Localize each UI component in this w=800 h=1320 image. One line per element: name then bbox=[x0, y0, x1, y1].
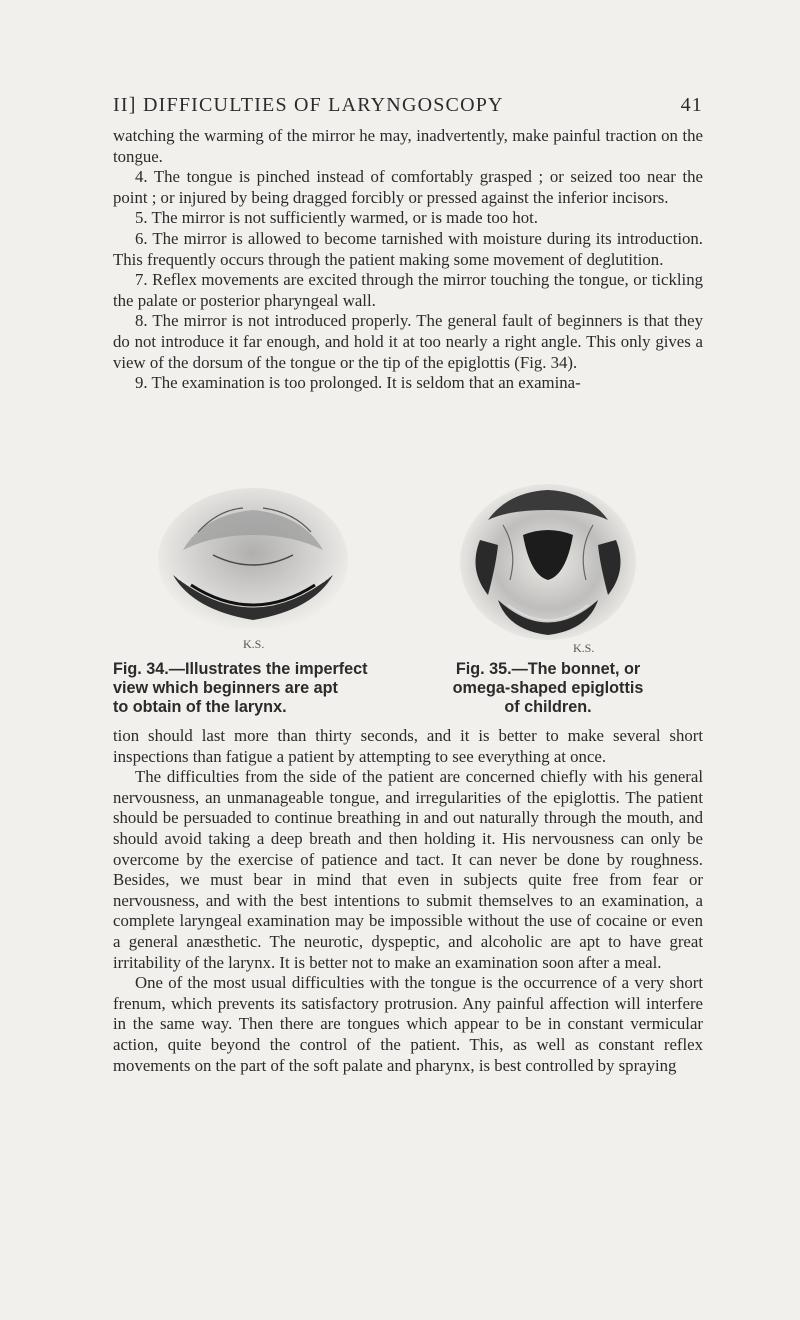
paragraph: 4. The tongue is pinched instead of comfortably grasped ; or seized too near the point ; or injured by being dragged forcibly or pressed against the inferior incisors. bbox=[113, 167, 703, 207]
caption-line: Fig. 35.—The bonnet, or bbox=[455, 660, 641, 678]
figure-35-signature: K.S. bbox=[573, 641, 595, 655]
caption-line: view which beginners are apt bbox=[113, 679, 338, 697]
paragraph: 9. The examination is too prolonged. It is seldom that an examina- bbox=[135, 373, 581, 393]
chapter-number: II] bbox=[113, 94, 137, 116]
paragraph: One of the most usual difficulties with the tongue is the occurrence of a very short frenum, which prevents its satisfactory protrusion. Any painful affection will interfere in the same way. Then there are tongues which appear to be in constant vermicular action, quite beyond the control of the patient. This, as well as constant reflex movements on the part of the soft palate and pharynx, is best controlled by spraying bbox=[113, 973, 703, 1075]
figure-34 bbox=[113, 480, 393, 717]
paragraph: 7. Reflex movements are excited through the mirror touching the tongue, or tickling the palate or posterior pharyngeal wall. bbox=[113, 270, 703, 310]
body-text-bottom bbox=[113, 726, 703, 1076]
figure-35-illustration bbox=[438, 480, 658, 660]
figure-35 bbox=[398, 480, 698, 717]
paragraph: 5. The mirror is not sufficiently warmed, or is made too hot. bbox=[135, 208, 538, 228]
chapter-title: DIFFICULTIES OF LARYNGOSCOPY bbox=[143, 94, 504, 116]
caption-line: omega-shaped epiglottis bbox=[452, 679, 644, 697]
figure-34-illustration bbox=[143, 480, 363, 660]
paragraph: watching the warming of the mirror he may, inadvertently, make painful traction on the tongue. bbox=[113, 126, 703, 166]
body-text-top bbox=[113, 126, 703, 394]
caption-line: of children. bbox=[504, 698, 592, 716]
paragraph: The difficulties from the side of the patient are concerned chiefly with his general nervousness, an unmanageable tongue, and irregularities of the epiglottis. The patient should be persuaded to continue breathing in and out naturally through the mouth, and should avoid taking a deep breath and then holding it. His nervousness can only be overcome by the exercise of patience and tact. It can never be done by roughness. Besides, we must bear in mind that even in subjects quite free from fear or nervousness, and with the best intentions to submit themselves to an examination, a complete laryngeal examination may be impossible without the use of cocaine or even a general anæsthetic. The neurotic, dyspeptic, and alcoholic are apt to have great irritability of the larynx. It is better not to make an examination soon after a meal. bbox=[113, 767, 703, 972]
running-head bbox=[113, 94, 703, 120]
figure-35-caption bbox=[398, 660, 698, 717]
page-number: 41 bbox=[680, 94, 703, 116]
caption-line: Fig. 34.—Illustrates the imperfect bbox=[113, 660, 368, 678]
paragraph: 6. The mirror is allowed to become tarnished with moisture during its introduction. This frequently occurs through the patient making some movement of deglutition. bbox=[113, 228, 703, 269]
figure-34-signature: K.S. bbox=[243, 637, 265, 651]
paragraph: 8. The mirror is not introduced properly. The general fault of beginners is that they do not introduce it far enough, and hold it at too nearly a right angle. This only gives a view of the dorsum of the tongue or the tip of the epiglottis (Fig. 34). bbox=[113, 311, 703, 372]
caption-line: to obtain of the larynx. bbox=[113, 698, 287, 716]
figure-34-caption bbox=[113, 660, 393, 717]
paragraph: tion should last more than thirty seconds, and it is better to make several short inspections than fatigue a patient by attempting to see everything at once. bbox=[113, 726, 703, 766]
